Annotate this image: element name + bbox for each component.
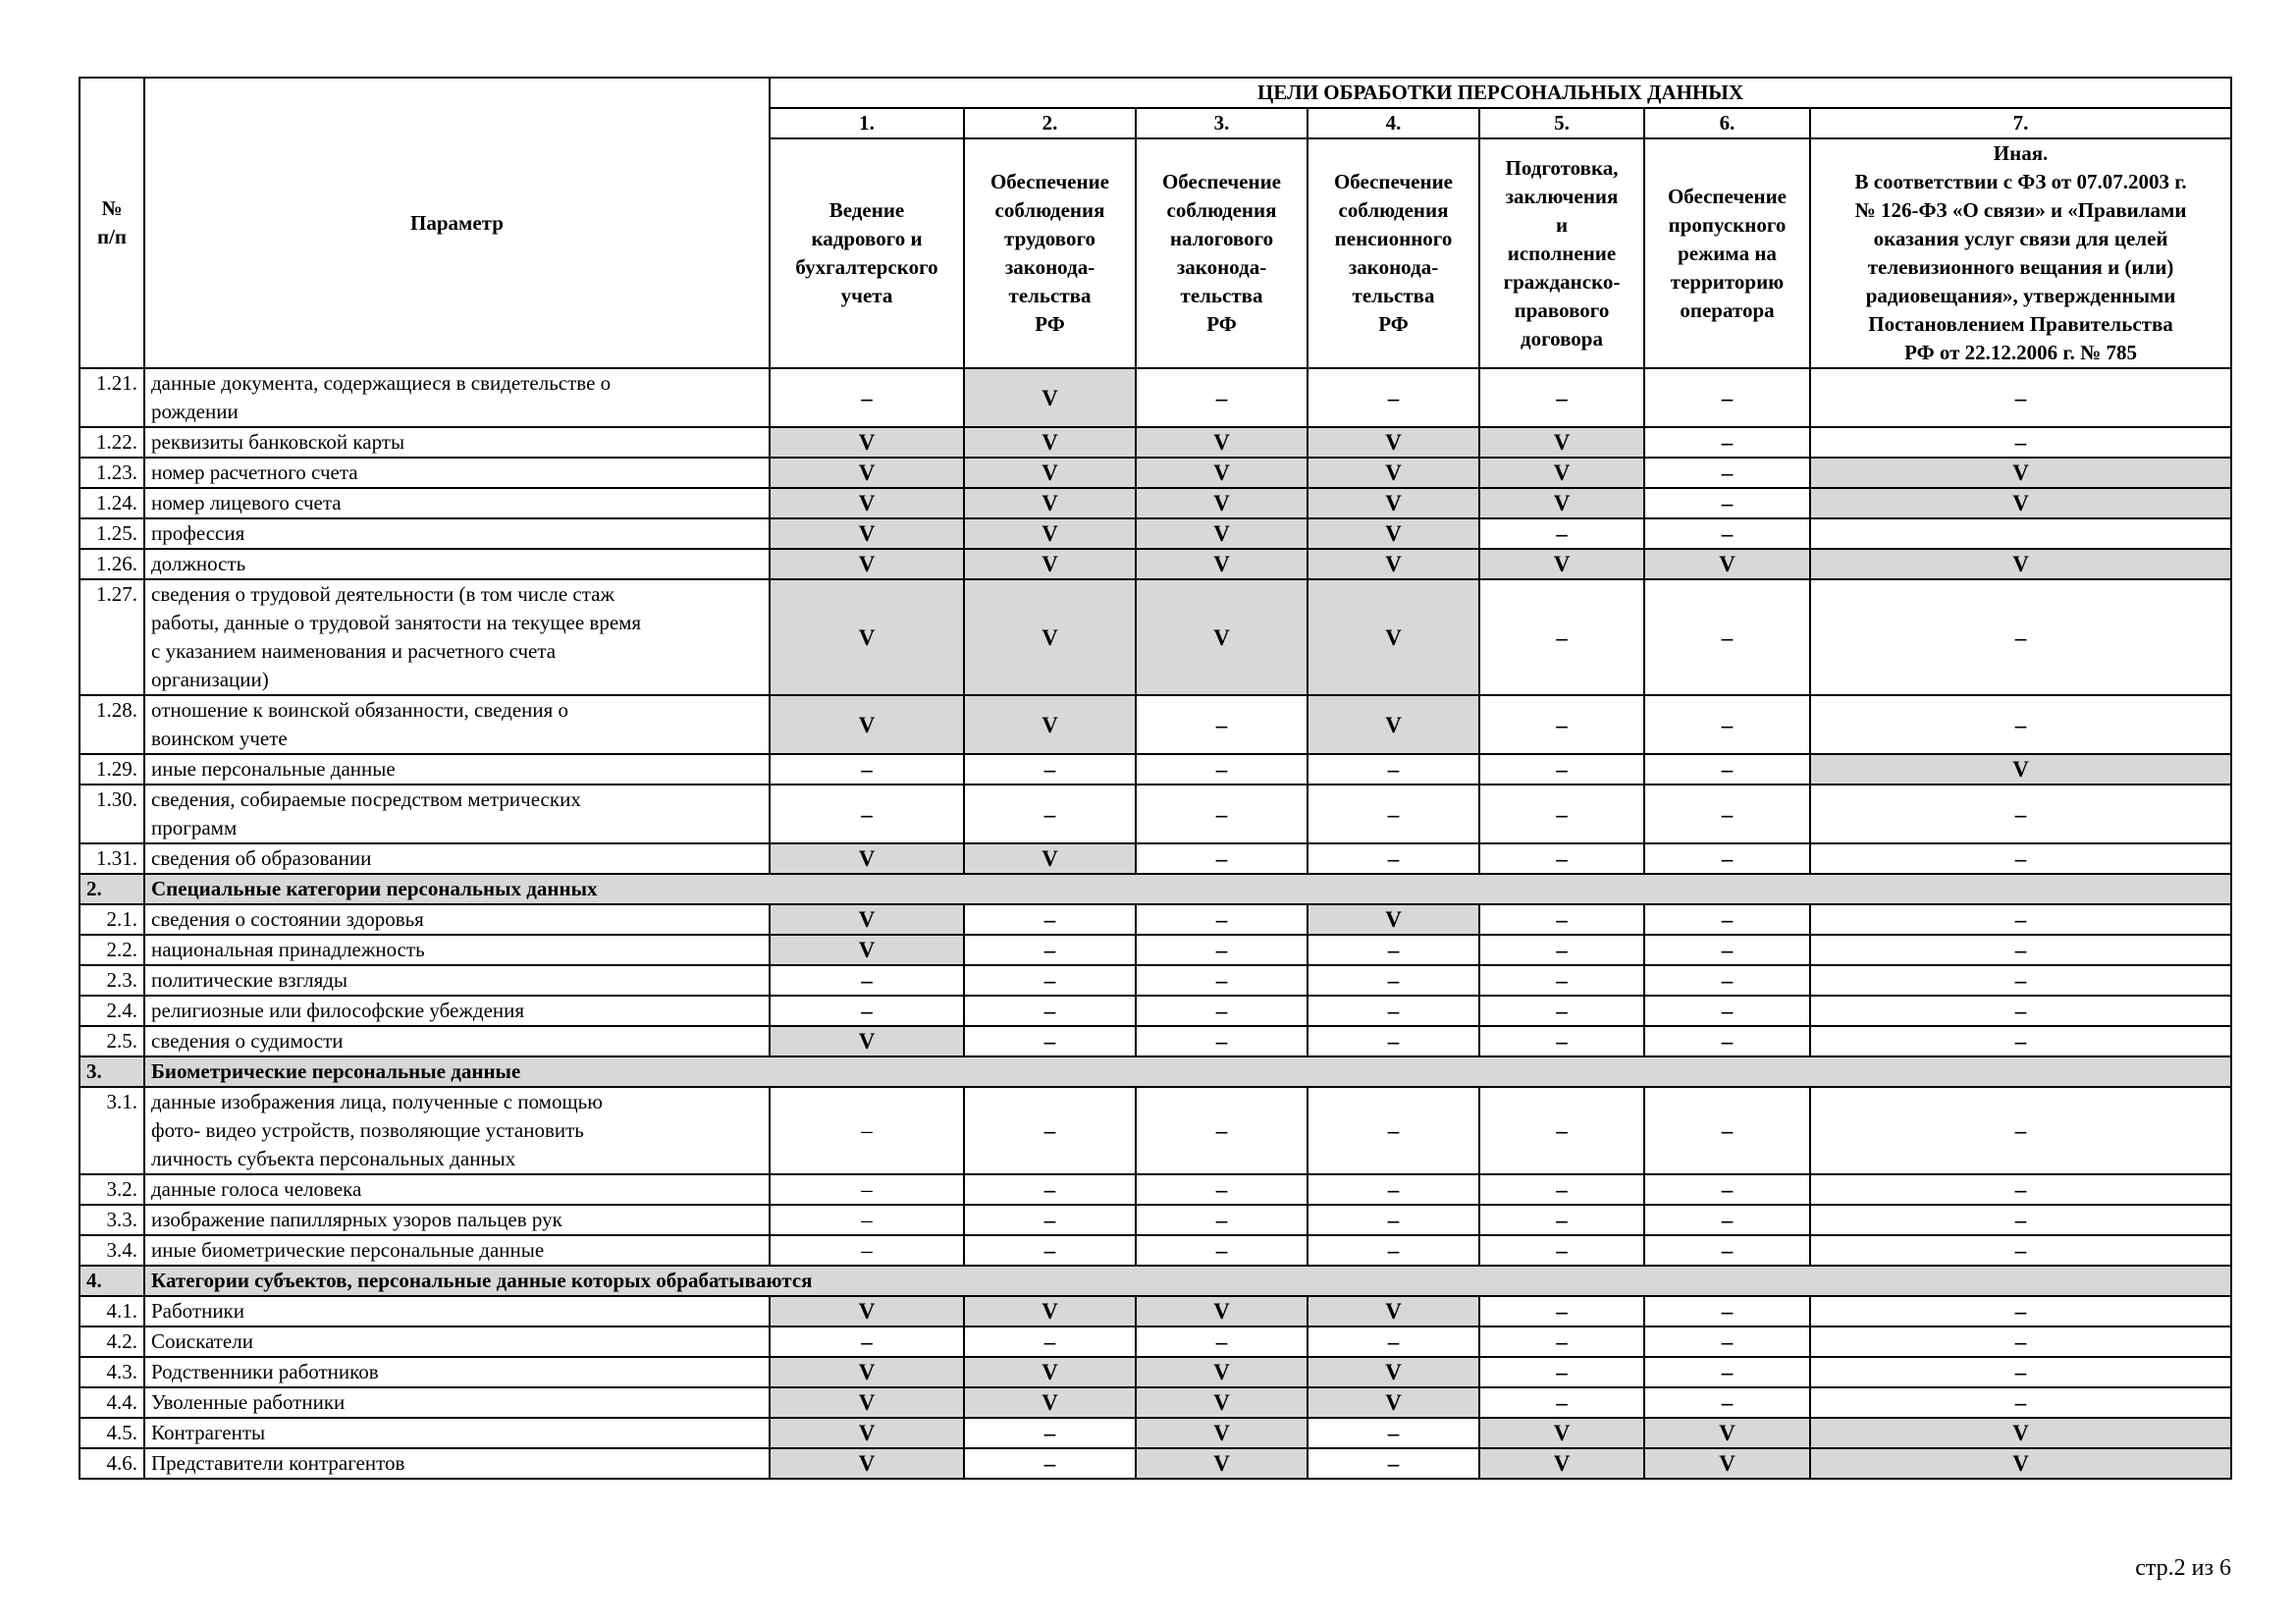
value-cell-purpose-4: –: [1308, 1418, 1479, 1448]
table-row: [80, 1387, 2231, 1418]
value-cell-purpose-5: V: [1479, 427, 1644, 458]
value-cell-purpose-1: –: [770, 1326, 964, 1357]
value-cell-purpose-2: –: [964, 1235, 1136, 1266]
value-cell-purpose-5: –: [1479, 1296, 1644, 1326]
table-row: [80, 368, 2231, 427]
table-row: [80, 1174, 2231, 1205]
value-cell-purpose-2: –: [964, 1205, 1136, 1235]
row-parameter: иные персональные данные: [144, 754, 770, 785]
row-parameter: номер лицевого счета: [144, 488, 770, 518]
value-cell-purpose-5: V: [1479, 488, 1644, 518]
row-parameter: Уволенные работники: [144, 1387, 770, 1418]
row-parameter: должность: [144, 549, 770, 579]
section-title: Биометрические персональные данные: [144, 1056, 2231, 1087]
value-cell-purpose-3: –: [1136, 904, 1308, 935]
value-cell-purpose-3: V: [1136, 427, 1308, 458]
col-number-3: 3.: [1136, 108, 1308, 138]
value-cell-purpose-5: –: [1479, 965, 1644, 996]
header-num: № п/п: [80, 78, 144, 368]
section-number: 4.: [80, 1266, 144, 1296]
value-cell-purpose-2: –: [964, 1326, 1136, 1357]
value-cell-purpose-5: –: [1479, 368, 1644, 427]
purpose-header-1: Ведение кадрового и бухгалтерского учета: [770, 138, 964, 368]
value-cell-purpose-2: –: [964, 1448, 1136, 1479]
value-cell-purpose-4: –: [1308, 996, 1479, 1026]
col-number-7: 7.: [1810, 108, 2231, 138]
value-cell-purpose-2: V: [964, 695, 1136, 754]
row-number: 1.29.: [80, 754, 144, 785]
value-cell-purpose-3: V: [1136, 549, 1308, 579]
purpose-header-6: Обеспечение пропускного режима на территорию оператора: [1644, 138, 1810, 368]
section-row: [80, 1266, 2231, 1296]
row-parameter: иные биометрические персональные данные: [144, 1235, 770, 1266]
row-parameter: изображение папиллярных узоров пальцев рук: [144, 1205, 770, 1235]
row-number: 3.2.: [80, 1174, 144, 1205]
row-parameter: сведения об образовании: [144, 843, 770, 874]
value-cell-purpose-2: –: [964, 1418, 1136, 1448]
col-number-1: 1.: [770, 108, 964, 138]
value-cell-purpose-7: –: [1810, 904, 2231, 935]
section-title: Категории субъектов, персональные данные которых обрабатываются: [144, 1266, 2231, 1296]
value-cell-purpose-6: V: [1644, 549, 1810, 579]
value-cell-purpose-3: V: [1136, 1448, 1308, 1479]
value-cell-purpose-4: V: [1308, 1387, 1479, 1418]
value-cell-purpose-4: –: [1308, 1235, 1479, 1266]
value-cell-purpose-5: –: [1479, 996, 1644, 1026]
row-number: 1.30.: [80, 785, 144, 843]
value-cell-purpose-3: –: [1136, 785, 1308, 843]
value-cell-purpose-1: V: [770, 1418, 964, 1448]
row-parameter: Представители контрагентов: [144, 1448, 770, 1479]
table-row: [80, 1235, 2231, 1266]
value-cell-purpose-3: V: [1136, 458, 1308, 488]
value-cell-purpose-1: V: [770, 1448, 964, 1479]
value-cell-purpose-1: V: [770, 488, 964, 518]
value-cell-purpose-3: V: [1136, 1387, 1308, 1418]
row-parameter: отношение к воинской обязанности, сведения о воинском учете: [144, 695, 770, 754]
row-parameter: сведения о трудовой деятельности (в том числе стаж работы, данные о трудовой занятости на текущее время с указанием наименования и расчетного счета организации): [144, 579, 770, 695]
value-cell-purpose-1: –: [770, 368, 964, 427]
value-cell-purpose-2: –: [964, 754, 1136, 785]
value-cell-purpose-6: V: [1644, 1448, 1810, 1479]
value-cell-purpose-2: –: [964, 996, 1136, 1026]
value-cell-purpose-6: V: [1644, 1418, 1810, 1448]
value-cell-purpose-5: V: [1479, 549, 1644, 579]
value-cell-purpose-5: –: [1479, 579, 1644, 695]
col-number-6: 6.: [1644, 108, 1810, 138]
row-parameter: сведения, собираемые посредством метрических программ: [144, 785, 770, 843]
value-cell-purpose-5: –: [1479, 1387, 1644, 1418]
table-row: [80, 695, 2231, 754]
value-cell-purpose-1: V: [770, 458, 964, 488]
row-parameter: Контрагенты: [144, 1418, 770, 1448]
value-cell-purpose-1: –: [770, 785, 964, 843]
value-cell-purpose-7: –: [1810, 1387, 2231, 1418]
value-cell-purpose-3: –: [1136, 1174, 1308, 1205]
value-cell-purpose-7: [1810, 518, 2231, 549]
purpose-header-3: Обеспечение соблюдения налогового законода- тельства РФ: [1136, 138, 1308, 368]
value-cell-purpose-3: V: [1136, 1296, 1308, 1326]
col-number-2: 2.: [964, 108, 1136, 138]
value-cell-purpose-6: –: [1644, 1387, 1810, 1418]
value-cell-purpose-4: –: [1308, 1174, 1479, 1205]
value-cell-purpose-2: –: [964, 1026, 1136, 1056]
table-row: [80, 1087, 2231, 1174]
value-cell-purpose-6: –: [1644, 785, 1810, 843]
value-cell-purpose-4: V: [1308, 518, 1479, 549]
value-cell-purpose-7: V: [1810, 488, 2231, 518]
value-cell-purpose-2: V: [964, 549, 1136, 579]
value-cell-purpose-4: V: [1308, 427, 1479, 458]
value-cell-purpose-6: –: [1644, 904, 1810, 935]
row-parameter: Работники: [144, 1296, 770, 1326]
value-cell-purpose-6: –: [1644, 458, 1810, 488]
value-cell-purpose-7: –: [1810, 785, 2231, 843]
row-number: 1.25.: [80, 518, 144, 549]
value-cell-purpose-4: –: [1308, 843, 1479, 874]
value-cell-purpose-5: –: [1479, 785, 1644, 843]
row-number: 2.1.: [80, 904, 144, 935]
row-parameter: Соискатели: [144, 1326, 770, 1357]
value-cell-purpose-1: V: [770, 695, 964, 754]
value-cell-purpose-1: V: [770, 1026, 964, 1056]
value-cell-purpose-3: –: [1136, 368, 1308, 427]
row-parameter: данные изображения лица, полученные с помощью фото- видео устройств, позволяющие установить личность субъекта персональных данных: [144, 1087, 770, 1174]
value-cell-purpose-3: –: [1136, 996, 1308, 1026]
row-number: 4.6.: [80, 1448, 144, 1479]
value-cell-purpose-1: V: [770, 1357, 964, 1387]
value-cell-purpose-2: V: [964, 488, 1136, 518]
value-cell-purpose-5: –: [1479, 754, 1644, 785]
value-cell-purpose-2: V: [964, 518, 1136, 549]
value-cell-purpose-2: –: [964, 1087, 1136, 1174]
value-cell-purpose-1: V: [770, 1387, 964, 1418]
value-cell-purpose-3: –: [1136, 1235, 1308, 1266]
header-param: Параметр: [144, 78, 770, 368]
row-number: 1.21.: [80, 368, 144, 427]
value-cell-purpose-6: –: [1644, 1326, 1810, 1357]
value-cell-purpose-7: –: [1810, 1087, 2231, 1174]
value-cell-purpose-7: –: [1810, 1326, 2231, 1357]
value-cell-purpose-5: V: [1479, 1448, 1644, 1479]
section-number: 3.: [80, 1056, 144, 1087]
value-cell-purpose-1: V: [770, 843, 964, 874]
purpose-header-7: Иная. В соответствии с ФЗ от 07.07.2003 г. № 126-ФЗ «О связи» и «Правилами оказания услуг связи для целей телевизионного вещания и (или) радиовещания», утвержденными Постановлением Правительства РФ от 22.12.2006 г. № 785: [1810, 138, 2231, 368]
row-number: 2.5.: [80, 1026, 144, 1056]
value-cell-purpose-7: –: [1810, 1205, 2231, 1235]
value-cell-purpose-7: V: [1810, 458, 2231, 488]
value-cell-purpose-3: V: [1136, 1357, 1308, 1387]
value-cell-purpose-6: –: [1644, 579, 1810, 695]
value-cell-purpose-7: V: [1810, 1418, 2231, 1448]
value-cell-purpose-1: V: [770, 1296, 964, 1326]
value-cell-purpose-5: –: [1479, 518, 1644, 549]
value-cell-purpose-5: –: [1479, 1087, 1644, 1174]
row-parameter: профессия: [144, 518, 770, 549]
value-cell-purpose-3: V: [1136, 579, 1308, 695]
value-cell-purpose-7: –: [1810, 843, 2231, 874]
value-cell-purpose-6: –: [1644, 965, 1810, 996]
value-cell-purpose-4: –: [1308, 1205, 1479, 1235]
value-cell-purpose-3: –: [1136, 1026, 1308, 1056]
value-cell-purpose-1: –: [770, 754, 964, 785]
value-cell-purpose-6: –: [1644, 843, 1810, 874]
value-cell-purpose-4: –: [1308, 1026, 1479, 1056]
value-cell-purpose-2: –: [964, 935, 1136, 965]
value-cell-purpose-4: V: [1308, 549, 1479, 579]
value-cell-purpose-2: V: [964, 458, 1136, 488]
value-cell-purpose-7: –: [1810, 695, 2231, 754]
value-cell-purpose-3: –: [1136, 843, 1308, 874]
section-row: [80, 874, 2231, 904]
purposes-table: [79, 77, 2232, 1480]
value-cell-purpose-1: V: [770, 904, 964, 935]
value-cell-purpose-7: –: [1810, 579, 2231, 695]
row-parameter: реквизиты банковской карты: [144, 427, 770, 458]
value-cell-purpose-6: –: [1644, 1174, 1810, 1205]
row-parameter: национальная принадлежность: [144, 935, 770, 965]
section-title: Специальные категории персональных данных: [144, 874, 2231, 904]
value-cell-purpose-2: V: [964, 579, 1136, 695]
value-cell-purpose-1: –: [770, 1235, 964, 1266]
value-cell-purpose-3: –: [1136, 1087, 1308, 1174]
value-cell-purpose-2: –: [964, 1174, 1136, 1205]
row-parameter: Родственники работников: [144, 1357, 770, 1387]
value-cell-purpose-2: –: [964, 965, 1136, 996]
purpose-header-4: Обеспечение соблюдения пенсионного законода- тельства РФ: [1308, 138, 1479, 368]
value-cell-purpose-4: V: [1308, 458, 1479, 488]
value-cell-purpose-7: –: [1810, 1296, 2231, 1326]
table-row: [80, 785, 2231, 843]
value-cell-purpose-7: –: [1810, 1174, 2231, 1205]
table-row: [80, 1205, 2231, 1235]
value-cell-purpose-2: V: [964, 843, 1136, 874]
value-cell-purpose-6: –: [1644, 488, 1810, 518]
row-number: 2.3.: [80, 965, 144, 996]
value-cell-purpose-3: –: [1136, 754, 1308, 785]
value-cell-purpose-7: V: [1810, 1448, 2231, 1479]
value-cell-purpose-3: –: [1136, 1326, 1308, 1357]
col-number-5: 5.: [1479, 108, 1644, 138]
table-row: [80, 996, 2231, 1026]
header-goals: ЦЕЛИ ОБРАБОТКИ ПЕРСОНАЛЬНЫХ ДАННЫХ: [770, 78, 2231, 108]
row-parameter: данные документа, содержащиеся в свидетельстве о рождении: [144, 368, 770, 427]
section-row: [80, 1056, 2231, 1087]
value-cell-purpose-3: V: [1136, 1418, 1308, 1448]
value-cell-purpose-1: –: [770, 996, 964, 1026]
table-row: [80, 1026, 2231, 1056]
table-row: [80, 549, 2231, 579]
value-cell-purpose-4: –: [1308, 1326, 1479, 1357]
value-cell-purpose-3: –: [1136, 695, 1308, 754]
row-number: 4.5.: [80, 1418, 144, 1448]
value-cell-purpose-3: V: [1136, 518, 1308, 549]
value-cell-purpose-6: –: [1644, 518, 1810, 549]
row-number: 2.4.: [80, 996, 144, 1026]
value-cell-purpose-4: –: [1308, 935, 1479, 965]
value-cell-purpose-3: –: [1136, 1205, 1308, 1235]
purpose-header-5: Подготовка, заключения и исполнение гражданско- правового договора: [1479, 138, 1644, 368]
page-number: стр.2 из 6: [2135, 1555, 2231, 1581]
table-row: [80, 904, 2231, 935]
value-cell-purpose-4: –: [1308, 368, 1479, 427]
row-number: 1.31.: [80, 843, 144, 874]
value-cell-purpose-1: –: [770, 1205, 964, 1235]
value-cell-purpose-4: –: [1308, 1087, 1479, 1174]
value-cell-purpose-5: –: [1479, 904, 1644, 935]
value-cell-purpose-5: –: [1479, 843, 1644, 874]
row-number: 3.4.: [80, 1235, 144, 1266]
value-cell-purpose-7: –: [1810, 1026, 2231, 1056]
row-parameter: религиозные или философские убеждения: [144, 996, 770, 1026]
value-cell-purpose-1: V: [770, 518, 964, 549]
col-number-4: 4.: [1308, 108, 1479, 138]
value-cell-purpose-5: –: [1479, 1326, 1644, 1357]
row-number: 4.1.: [80, 1296, 144, 1326]
row-number: 1.22.: [80, 427, 144, 458]
row-number: 1.24.: [80, 488, 144, 518]
value-cell-purpose-7: V: [1810, 549, 2231, 579]
table-row: [80, 754, 2231, 785]
value-cell-purpose-6: –: [1644, 1087, 1810, 1174]
value-cell-purpose-2: V: [964, 427, 1136, 458]
row-number: 1.28.: [80, 695, 144, 754]
value-cell-purpose-6: –: [1644, 1357, 1810, 1387]
value-cell-purpose-6: –: [1644, 996, 1810, 1026]
value-cell-purpose-4: V: [1308, 579, 1479, 695]
value-cell-purpose-2: V: [964, 1296, 1136, 1326]
section-number: 2.: [80, 874, 144, 904]
value-cell-purpose-4: V: [1308, 1357, 1479, 1387]
table-row: [80, 965, 2231, 996]
table-row: [80, 518, 2231, 549]
value-cell-purpose-1: –: [770, 1087, 964, 1174]
row-parameter: номер расчетного счета: [144, 458, 770, 488]
table-row: [80, 458, 2231, 488]
value-cell-purpose-1: V: [770, 935, 964, 965]
row-number: 3.3.: [80, 1205, 144, 1235]
value-cell-purpose-2: V: [964, 1357, 1136, 1387]
value-cell-purpose-7: –: [1810, 1235, 2231, 1266]
value-cell-purpose-6: –: [1644, 754, 1810, 785]
row-parameter: данные голоса человека: [144, 1174, 770, 1205]
value-cell-purpose-6: –: [1644, 1205, 1810, 1235]
value-cell-purpose-2: –: [964, 785, 1136, 843]
row-parameter: политические взгляды: [144, 965, 770, 996]
value-cell-purpose-4: V: [1308, 904, 1479, 935]
value-cell-purpose-6: –: [1644, 935, 1810, 965]
table-row: [80, 488, 2231, 518]
row-number: 1.26.: [80, 549, 144, 579]
row-number: 2.2.: [80, 935, 144, 965]
value-cell-purpose-3: V: [1136, 488, 1308, 518]
row-parameter: сведения о состоянии здоровья: [144, 904, 770, 935]
table-row: [80, 1296, 2231, 1326]
value-cell-purpose-6: –: [1644, 1296, 1810, 1326]
value-cell-purpose-7: –: [1810, 965, 2231, 996]
row-number: 3.1.: [80, 1087, 144, 1174]
value-cell-purpose-5: –: [1479, 1026, 1644, 1056]
value-cell-purpose-1: V: [770, 427, 964, 458]
table-row: [80, 1418, 2231, 1448]
value-cell-purpose-6: –: [1644, 368, 1810, 427]
value-cell-purpose-6: –: [1644, 1235, 1810, 1266]
value-cell-purpose-7: –: [1810, 368, 2231, 427]
value-cell-purpose-4: V: [1308, 695, 1479, 754]
value-cell-purpose-4: V: [1308, 1296, 1479, 1326]
row-number: 1.27.: [80, 579, 144, 695]
value-cell-purpose-2: V: [964, 1387, 1136, 1418]
value-cell-purpose-2: –: [964, 904, 1136, 935]
value-cell-purpose-5: –: [1479, 1357, 1644, 1387]
value-cell-purpose-6: –: [1644, 695, 1810, 754]
value-cell-purpose-1: –: [770, 965, 964, 996]
value-cell-purpose-1: V: [770, 579, 964, 695]
purpose-header-2: Обеспечение соблюдения трудового законода- тельства РФ: [964, 138, 1136, 368]
value-cell-purpose-5: V: [1479, 458, 1644, 488]
value-cell-purpose-7: V: [1810, 754, 2231, 785]
value-cell-purpose-1: –: [770, 1174, 964, 1205]
value-cell-purpose-5: –: [1479, 695, 1644, 754]
value-cell-purpose-6: –: [1644, 427, 1810, 458]
value-cell-purpose-5: –: [1479, 1235, 1644, 1266]
table-row: [80, 843, 2231, 874]
value-cell-purpose-1: V: [770, 549, 964, 579]
value-cell-purpose-7: –: [1810, 935, 2231, 965]
value-cell-purpose-3: –: [1136, 935, 1308, 965]
value-cell-purpose-7: –: [1810, 1357, 2231, 1387]
table-row: [80, 579, 2231, 695]
table-row: [80, 935, 2231, 965]
table-row: [80, 1448, 2231, 1479]
table-row: [80, 1326, 2231, 1357]
value-cell-purpose-5: –: [1479, 935, 1644, 965]
value-cell-purpose-7: –: [1810, 996, 2231, 1026]
value-cell-purpose-7: –: [1810, 427, 2231, 458]
value-cell-purpose-5: V: [1479, 1418, 1644, 1448]
value-cell-purpose-4: –: [1308, 965, 1479, 996]
value-cell-purpose-4: –: [1308, 1448, 1479, 1479]
table-row: [80, 427, 2231, 458]
value-cell-purpose-2: V: [964, 368, 1136, 427]
row-parameter: сведения о судимости: [144, 1026, 770, 1056]
value-cell-purpose-4: V: [1308, 488, 1479, 518]
row-number: 4.4.: [80, 1387, 144, 1418]
value-cell-purpose-4: –: [1308, 754, 1479, 785]
value-cell-purpose-6: –: [1644, 1026, 1810, 1056]
value-cell-purpose-5: –: [1479, 1205, 1644, 1235]
value-cell-purpose-5: –: [1479, 1174, 1644, 1205]
table-row: [80, 1357, 2231, 1387]
value-cell-purpose-4: –: [1308, 785, 1479, 843]
row-number: 4.3.: [80, 1357, 144, 1387]
row-number: 1.23.: [80, 458, 144, 488]
row-number: 4.2.: [80, 1326, 144, 1357]
value-cell-purpose-3: –: [1136, 965, 1308, 996]
